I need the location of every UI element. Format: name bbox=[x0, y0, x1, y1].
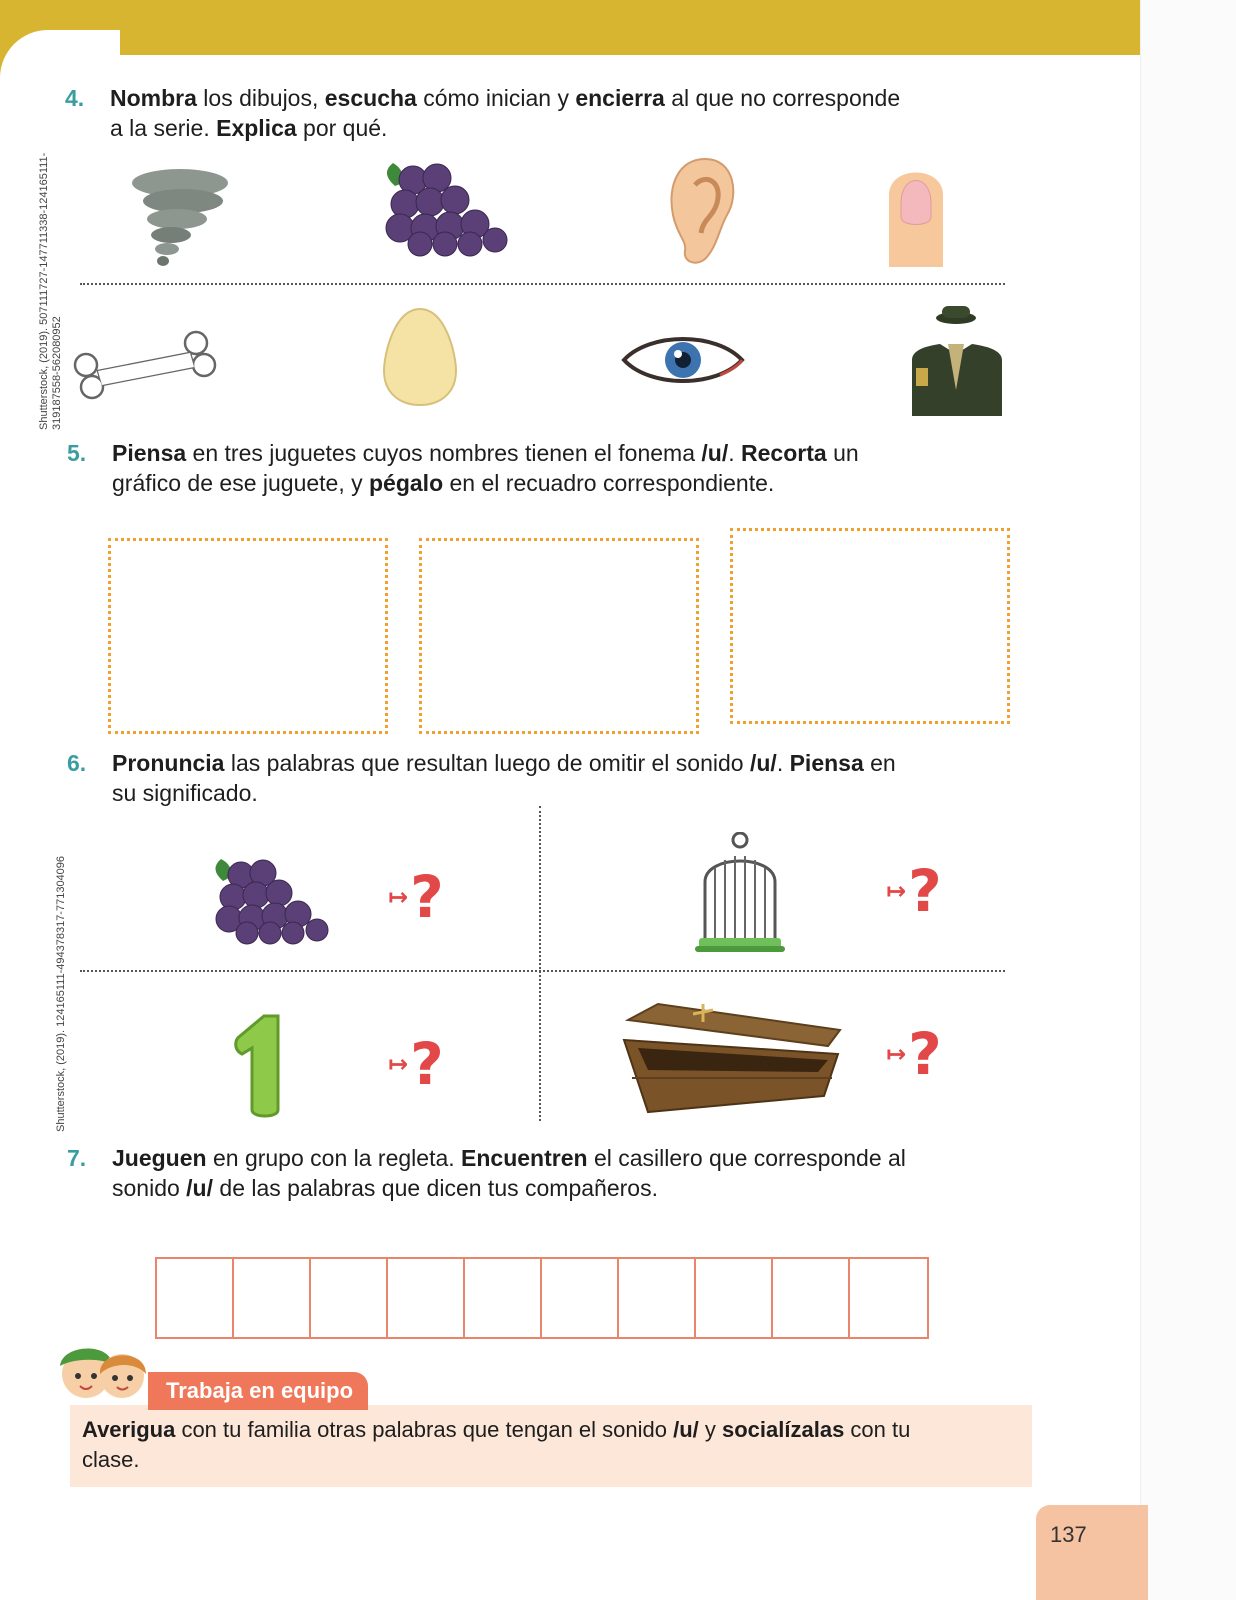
strip-cell[interactable] bbox=[234, 1259, 311, 1337]
soldier-uniform-icon bbox=[908, 298, 1006, 416]
strip-cell[interactable] bbox=[542, 1259, 619, 1337]
question-number: 4. bbox=[65, 85, 85, 111]
grapes-icon bbox=[205, 855, 340, 945]
grapes-icon bbox=[375, 158, 520, 258]
question-mark: ? bbox=[410, 1030, 444, 1098]
strip-cell[interactable] bbox=[619, 1259, 696, 1337]
egg-icon bbox=[380, 305, 460, 407]
grid-vertical-divider bbox=[539, 806, 541, 1121]
arrow-icon: ↦ bbox=[388, 883, 409, 911]
strip-cell[interactable] bbox=[388, 1259, 465, 1337]
eye-icon bbox=[620, 330, 745, 390]
coffin-icon bbox=[618, 1000, 848, 1118]
birdcage-icon bbox=[693, 832, 788, 957]
question-mark: ? bbox=[908, 857, 942, 925]
question-number: 7. bbox=[67, 1145, 87, 1171]
teamwork-text: Averigua con tu familia otras palabras que tengan el sonido /u/ y socialízalas con tu clase. bbox=[82, 1417, 911, 1472]
strip-cell[interactable] bbox=[311, 1259, 388, 1337]
omit-sound-prompt bbox=[388, 863, 444, 931]
top-color-band bbox=[0, 0, 1140, 55]
strip-cell[interactable] bbox=[850, 1259, 927, 1337]
arrow-icon: ↦ bbox=[388, 1050, 409, 1078]
paste-box-3[interactable] bbox=[730, 528, 1010, 724]
bone-icon bbox=[72, 325, 217, 403]
sound-position-strip bbox=[155, 1257, 929, 1339]
page-corner bbox=[0, 30, 120, 110]
question-number: 5. bbox=[67, 440, 87, 466]
image-credit-bottom: Shutterstock, (2019). 124165111-494378317-771304096 bbox=[55, 855, 67, 1132]
tornado-icon bbox=[125, 165, 235, 270]
omit-sound-prompt bbox=[886, 1020, 942, 1088]
omit-sound-prompt bbox=[886, 857, 942, 925]
arrow-icon: ↦ bbox=[886, 877, 907, 905]
page-right-edge bbox=[1140, 0, 1236, 1600]
strip-cell[interactable] bbox=[773, 1259, 850, 1337]
strip-cell[interactable] bbox=[157, 1259, 234, 1337]
row-divider bbox=[80, 283, 1005, 285]
arrow-icon: ↦ bbox=[886, 1040, 907, 1068]
paste-box-1[interactable] bbox=[108, 538, 388, 734]
question-mark: ? bbox=[908, 1020, 942, 1088]
teamwork-tab: Trabaja en equipo bbox=[148, 1372, 368, 1410]
omit-sound-prompt bbox=[388, 1030, 444, 1098]
number-one-icon bbox=[230, 1010, 290, 1122]
page-number: 137 bbox=[1050, 1522, 1087, 1547]
image-credit-top: Shutterstock, (2019). 507111727-147711338-124165111- 319187558-562080952 bbox=[38, 152, 63, 430]
strip-cell[interactable] bbox=[696, 1259, 773, 1337]
ear-icon bbox=[665, 155, 740, 270]
kids-icon bbox=[50, 1330, 155, 1410]
paste-box-2[interactable] bbox=[419, 538, 699, 734]
question-number: 6. bbox=[67, 750, 87, 776]
grid-horizontal-divider bbox=[80, 970, 1005, 972]
page-number-tab bbox=[1036, 1505, 1148, 1600]
strip-cell[interactable] bbox=[465, 1259, 542, 1337]
fingernail-icon bbox=[885, 155, 947, 267]
question-mark: ? bbox=[410, 863, 444, 931]
